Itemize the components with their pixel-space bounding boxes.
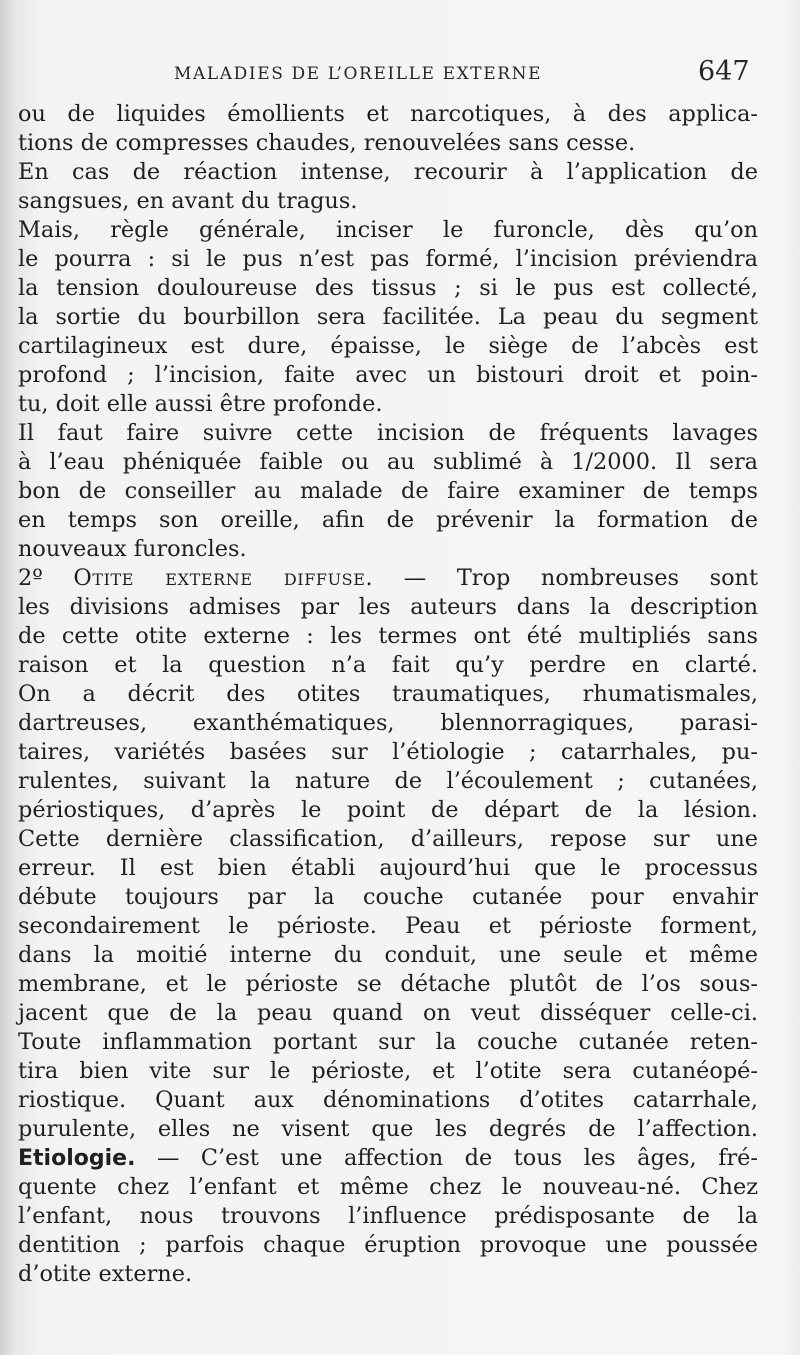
text-line (18, 622, 758, 651)
line-text: quente chez l’enfant et même chez le nouveau-né. Chez (18, 1174, 758, 1200)
line-text: — Trop nombreuses sont (373, 565, 758, 591)
text-line (18, 1231, 758, 1260)
text-line (18, 709, 758, 738)
text-line (18, 854, 758, 883)
text-line (18, 1173, 758, 1202)
text-line (18, 448, 758, 477)
text-line (18, 767, 758, 796)
text-line (18, 593, 758, 622)
text-line (18, 245, 758, 274)
line-text: bon de conseiller au malade de faire examiner de temps (18, 478, 758, 504)
text-line (18, 390, 758, 419)
text-line (18, 651, 758, 680)
line-text: la sortie du bourbillon sera facilitée. La peau du segment (18, 304, 758, 330)
text-line (18, 1086, 758, 1115)
line-text: rulentes, suivant la nature de l’écoulement ; cutanées, (18, 768, 758, 794)
line-text: ou de liquides émollients et narcotiques, à des applica- (18, 101, 758, 127)
line-text: raison et la question n’a fait qu’y perdre en clarté. (18, 652, 758, 678)
line-text: On a décrit des otites traumatiques, rhumatismales, (18, 681, 758, 707)
line-text: dentition ; parfois chaque éruption provoque une poussée (18, 1232, 758, 1258)
text-line (18, 680, 758, 709)
section-number: 2º (18, 565, 74, 591)
line-text: Il faut faire suivre cette incision de fréquents lavages (18, 420, 758, 446)
line-text: dartreuses, exanthématiques, blennorragiques, parasi- (18, 710, 758, 736)
line-text: l’enfant, nous trouvons l’influence prédisposante de la (18, 1203, 758, 1229)
text-line (18, 187, 758, 216)
page-number: 647 (698, 56, 750, 87)
line-text: Mais, règle générale, inciser le furoncle, dès qu’on (18, 217, 758, 243)
line-text: En cas de réaction intense, recourir à l’application de (18, 159, 758, 185)
running-title: MALADIES DE L’OREILLE EXTERNE (174, 64, 543, 84)
line-text: cartilagineux est dure, épaisse, le siège de l’abcès est (18, 333, 758, 359)
line-text: la tension douloureuse des tissus ; si le pus est collecté, (18, 275, 758, 301)
text-line (18, 999, 758, 1028)
line-text: débute toujours par la couche cutanée pour envahir (18, 884, 758, 910)
line-text: le pourra : si le pus n’est pas formé, l’incision préviendra (18, 246, 758, 272)
line-text: tions de compresses chaudes, renouvelées sans cesse. (18, 130, 636, 156)
section-heading: Otite externe diffuse. (73, 565, 374, 591)
line-text: Cette dernière classification, d’ailleurs, repose sur une (18, 826, 758, 852)
text-line (18, 361, 758, 390)
line-text: sangsues, en avant du tragus. (18, 188, 358, 214)
text-line (18, 1202, 758, 1231)
page-header (0, 56, 800, 96)
line-text: à l’eau phéniquée faible ou au sublimé à 1/2000. Il sera (18, 449, 758, 475)
line-text: périostiques, d’après le point de départ de la lésion. (18, 797, 758, 823)
text-line (18, 274, 758, 303)
text-line (18, 535, 758, 564)
text-line (18, 564, 758, 593)
line-text: purulente, elles ne visent que les degrés de l’affection. (18, 1116, 758, 1142)
line-text: tira bien vite sur le périoste, et l’otite sera cutanéopé- (18, 1058, 758, 1084)
text-line (18, 216, 758, 245)
text-line (18, 738, 758, 767)
text-line (18, 506, 758, 535)
line-text: secondairement le périoste. Peau et périoste forment, (18, 913, 758, 939)
text-line (18, 796, 758, 825)
text-line (18, 970, 758, 999)
text-line (18, 883, 758, 912)
line-text: tu, doit elle aussi être profonde. (18, 391, 383, 417)
text-line (18, 941, 758, 970)
line-text: de cette otite externe : les termes ont été multipliés sans (18, 623, 758, 649)
line-text: membrane, et le périoste se détache plutôt de l’os sous- (18, 971, 758, 997)
line-text: nouveaux furoncles. (18, 536, 247, 562)
text-line (18, 912, 758, 941)
line-text: riostique. Quant aux dénominations d’otites catarrhale, (18, 1087, 758, 1113)
text-line (18, 1260, 758, 1289)
line-text: jacent que de la peau quand on veut disséquer celle-ci. (18, 1000, 758, 1026)
line-text: Toute inflammation portant sur la couche cutanée reten- (18, 1029, 758, 1055)
text-line (18, 129, 758, 158)
text-line (18, 477, 758, 506)
line-text: erreur. Il est bien établi aujourd’hui que le processus (18, 855, 758, 881)
text-line (18, 419, 758, 448)
line-text: — C’est une affection de tous les âges, fré- (135, 1145, 758, 1171)
text-line (18, 332, 758, 361)
text-line (18, 158, 758, 187)
line-text: d’otite externe. (18, 1261, 193, 1287)
line-text: profond ; l’incision, faite avec un bistouri droit et poin- (18, 362, 758, 388)
body-text (18, 100, 758, 1289)
section-heading: Etiologie. (18, 1146, 136, 1171)
text-line (18, 1144, 758, 1173)
text-line (18, 100, 758, 129)
line-text: en temps son oreille, afin de prévenir la formation de (18, 507, 758, 533)
text-line (18, 1028, 758, 1057)
line-text: les divisions admises par les auteurs dans la description (18, 594, 758, 620)
text-line (18, 825, 758, 854)
text-line (18, 1115, 758, 1144)
text-line (18, 1057, 758, 1086)
line-text: dans la moitié interne du conduit, une seule et même (18, 942, 758, 968)
line-text: taires, variétés basées sur l’étiologie ; catarrhales, pu- (18, 739, 758, 765)
text-line (18, 303, 758, 332)
